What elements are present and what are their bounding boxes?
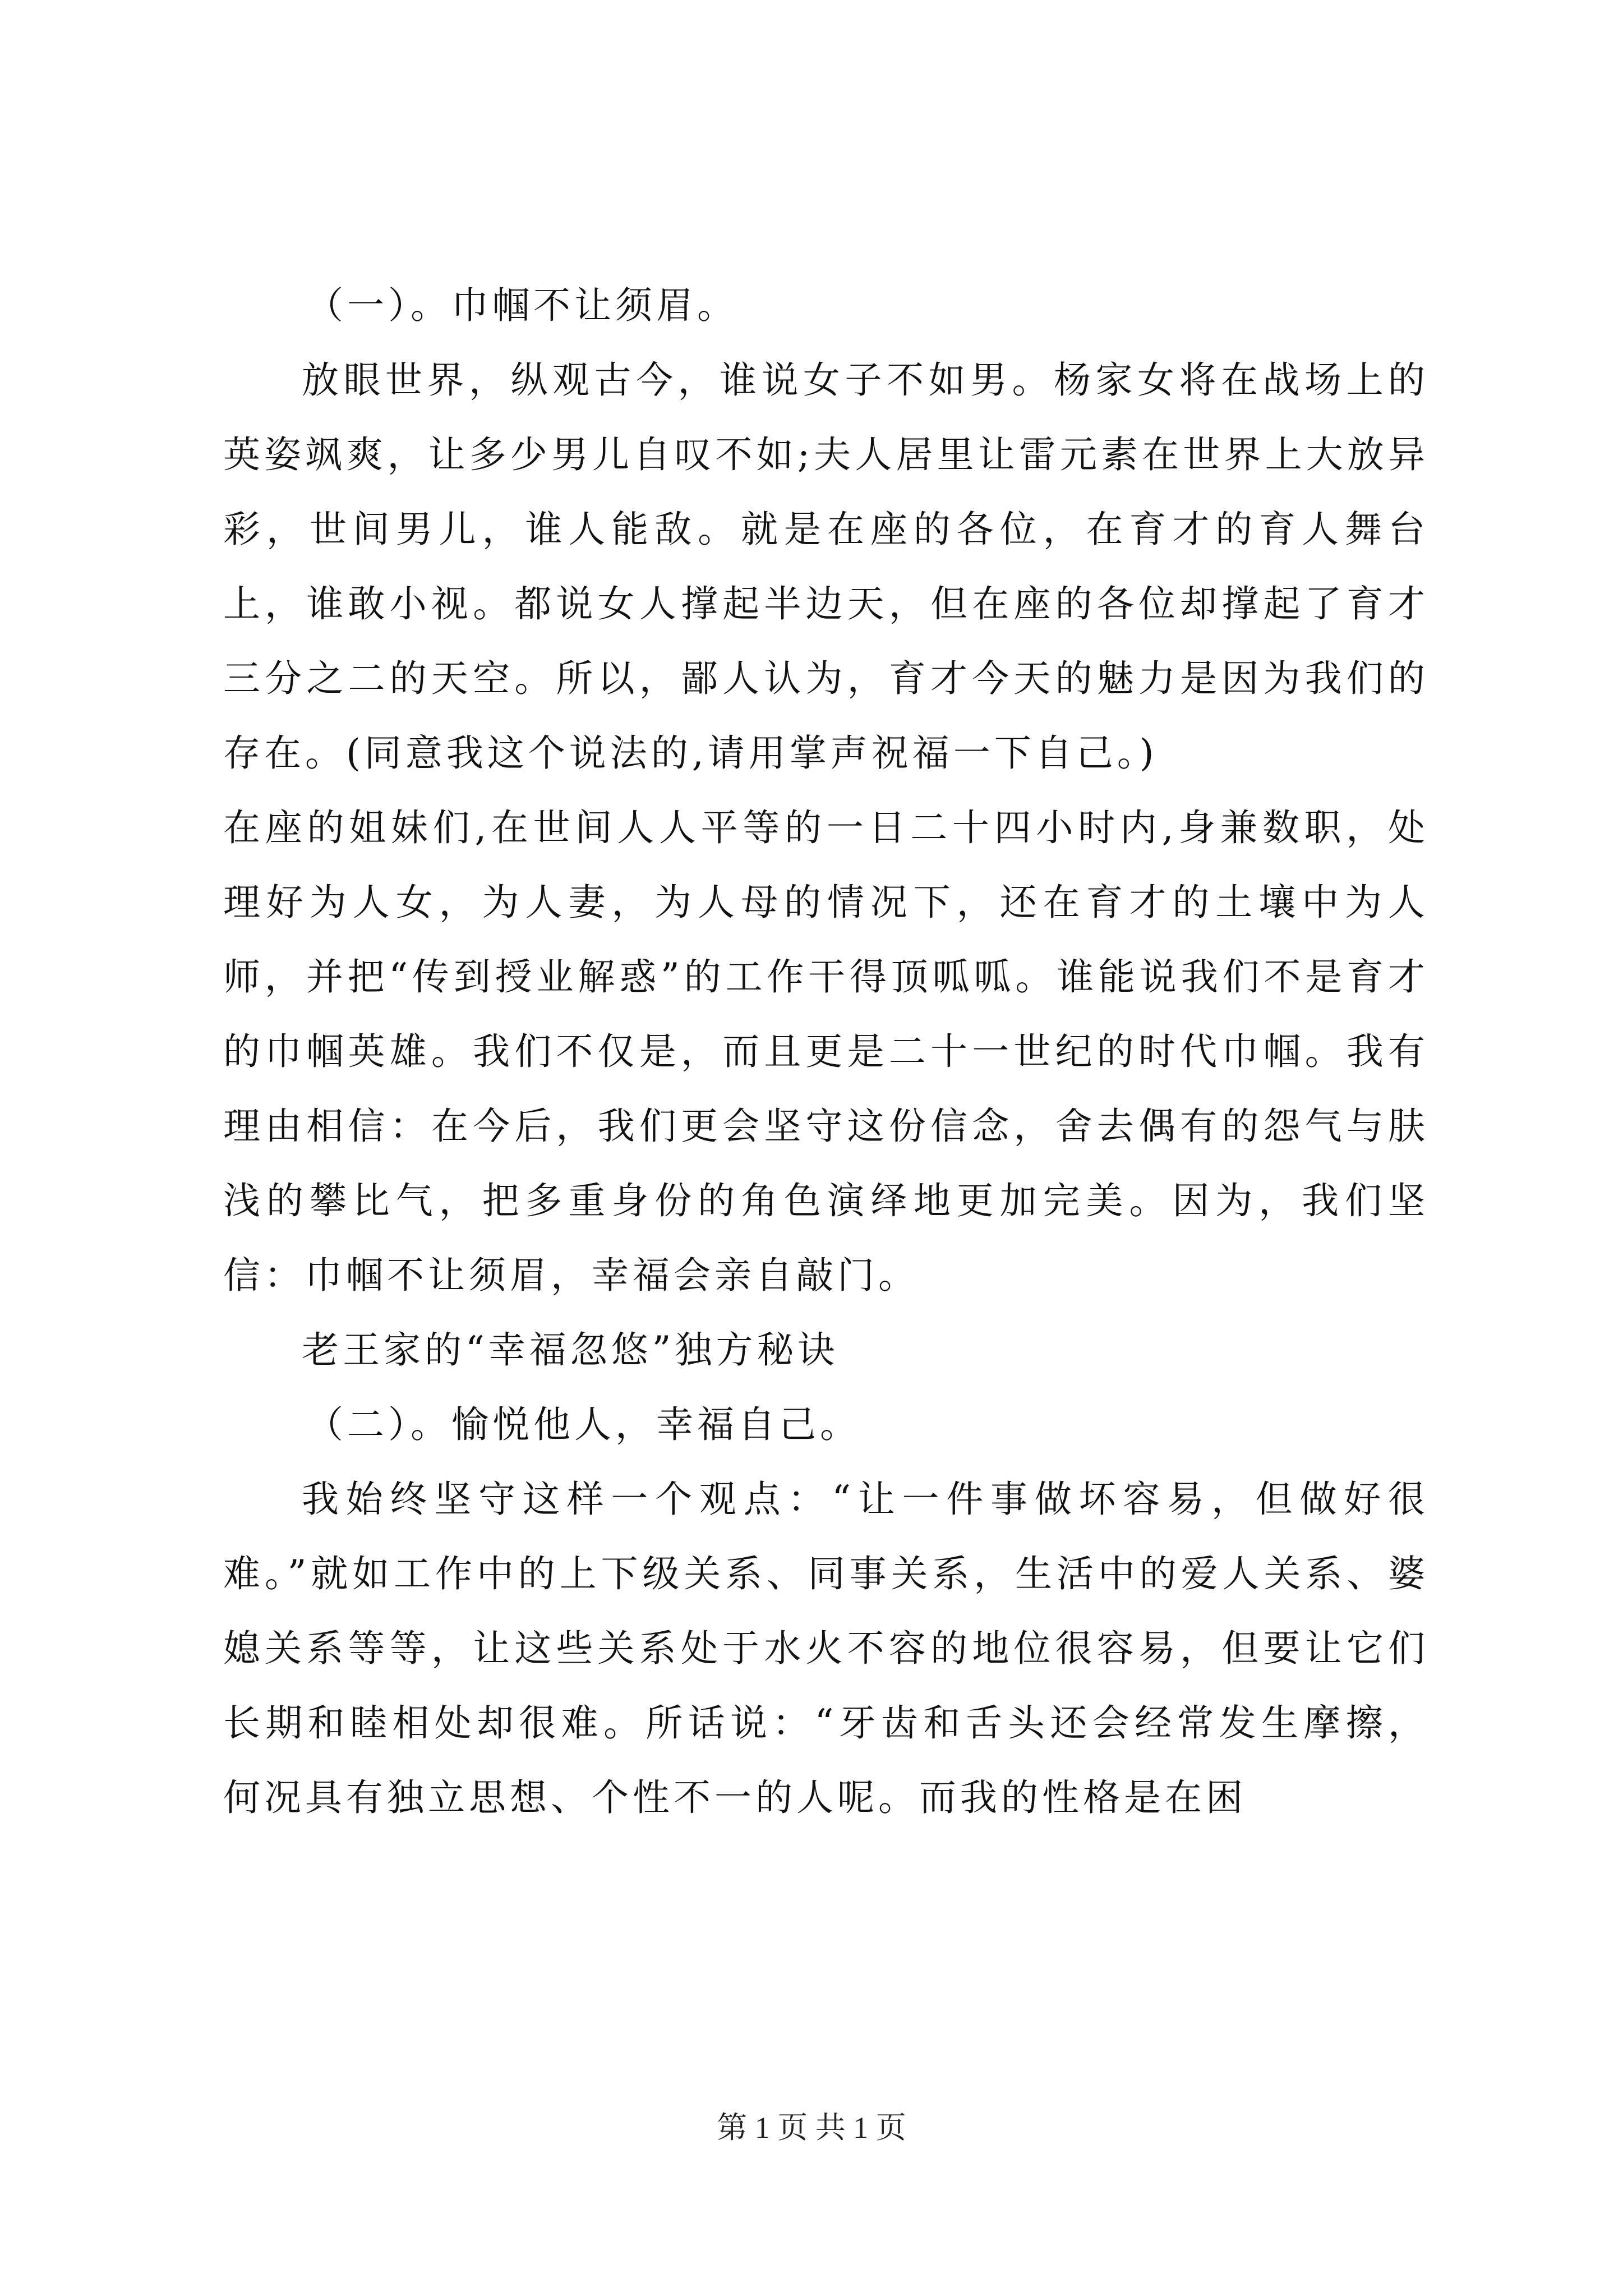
page-footer: 第 1 页 共 1 页 [717, 2111, 906, 2145]
paragraph-1: 放眼世界，纵观古今，谁说女子不如男。杨家女将在战场上的英姿飒爽，让多少男儿自叹不如;夫人居里让雷元素在世界上大放异彩，世间男儿，谁人能敌。就是在座的各位，在育才的育人舞台上，谁敢小视。都说女人撑起半边天，但在座的各位却撑起了育才三分之二的天空。所以，鄙人认为，育才今天的魅力是因为我们的存在。(同意我这个说法的,请用掌声祝福一下自己。) [223, 358, 1429, 775]
paragraph-2: 在座的姐妹们,在世间人人平等的一日二十四小时内,身兼数职，处理好为人女，为人妻，为人母的情况下，还在育才的土壤中为人师，并把“传到授业解惑”的工作干得顶呱呱。谁能说我们不是育才的巾帼英雄。我们不仅是，而且更是二十一世纪的时代巾帼。我有理由相信：在今后，我们更会坚守这份信念，舍去偶有的怨气与肤浅的攀比气，把多重身份的角色演绎地更加完美。因为，我们坚信：巾帼不让须眉，幸福会亲自敲门。 [223, 806, 1429, 1297]
section-heading-2: （二）。愉悦他人，幸福自己。 [306, 1403, 861, 1446]
document-body [223, 268, 1429, 1835]
paragraph-3: 我始终坚守这样一个观点：“让一件事做坏容易，但做好很难。”就如工作中的上下级关系、同事关系，生活中的爱人关系、婆媳关系等等，让这些关系处于水火不容的地位很容易，但要让它们长期和睦相处却很难。所话说：“牙齿和舌头还会经常发生摩擦，何况具有独立思想、个性不一的人呢。而我的性格是在困 [223, 1478, 1429, 1819]
subtitle-line: 老王家的“幸福忽悠”独方秘诀 [302, 1328, 839, 1372]
section-heading-1: （一）。巾帼不让须眉。 [306, 284, 738, 327]
